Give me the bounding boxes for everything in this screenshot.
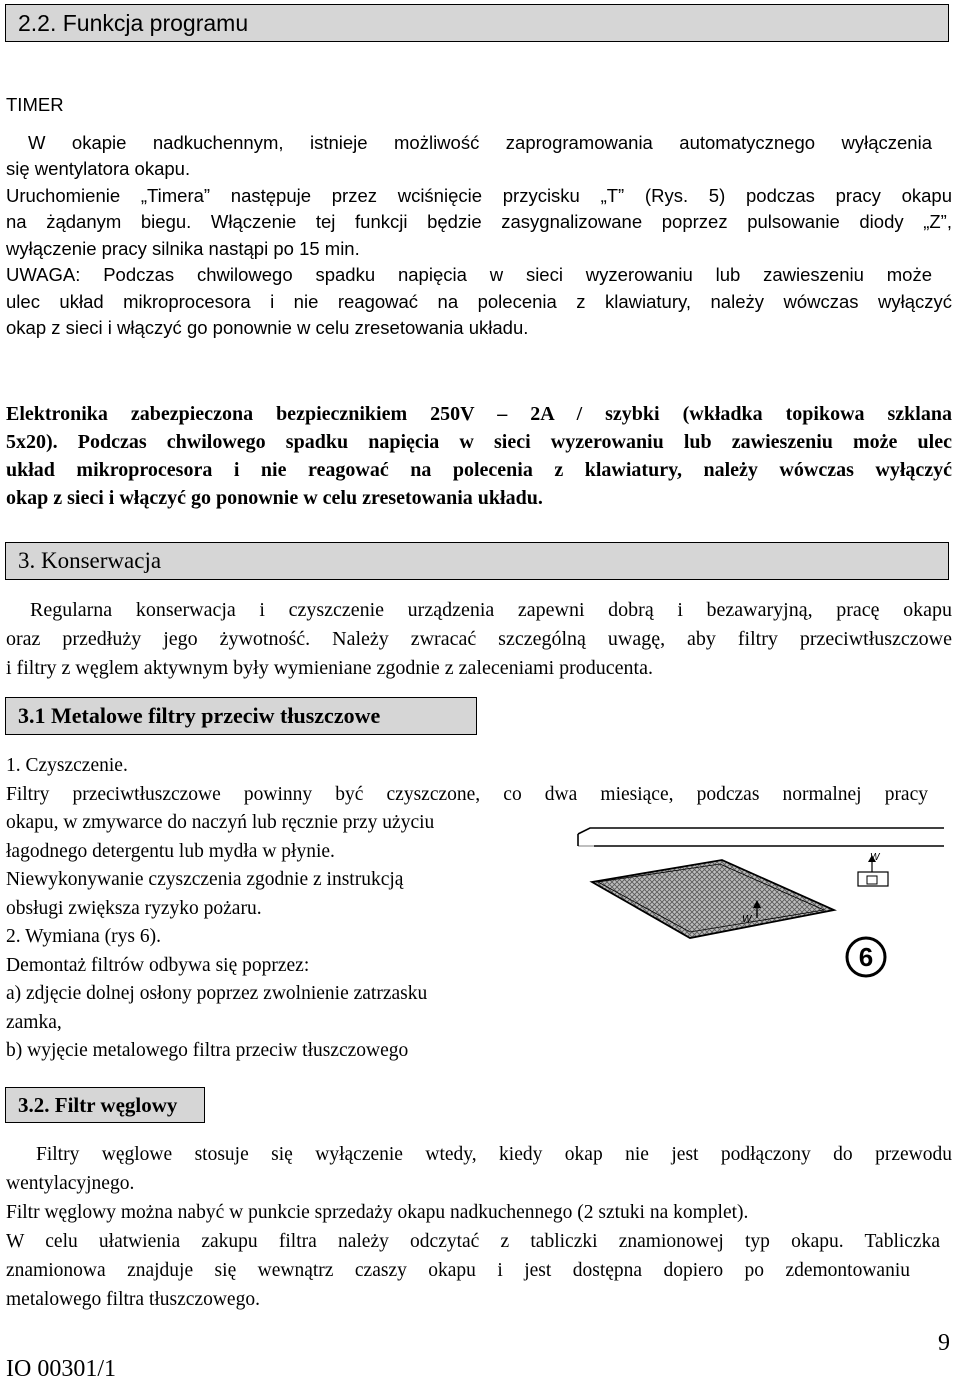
section-header-3 xyxy=(5,542,949,580)
paragraph-line: układ mikroprocesora i nie reagować na polecenia z klawiatury, należy wówczas wyłączyć xyxy=(6,459,952,481)
section-title: 3.1 Metalowe filtry przeciw tłuszczowe xyxy=(18,703,381,728)
paragraph-line: UWAGA: Podczas chwilowego spadku napięcia w sieci wyzerowaniu lub zawieszeniu może xyxy=(6,264,932,285)
paragraph-line: Elektronika zabezpieczona bezpiecznikiem 250V – 2A / szybki (wkładka topikowa szklana xyxy=(6,403,952,425)
paragraph-line: wentylacyjnego. xyxy=(6,1173,135,1194)
paragraph-line: okap z sieci i włączyć go ponownie w celu zresetowania układu. xyxy=(6,487,543,509)
timer-block xyxy=(6,92,952,342)
paragraph-line: Uruchomienie „Timera” następuje przez wciśnięcie przycisku „T” (Rys. 5) podczas pracy okapu xyxy=(6,184,952,206)
paragraph-line: obsługi zwiększa ryzyko pożaru. xyxy=(6,897,262,919)
filter-illustration xyxy=(572,822,952,992)
paragraph-line: i filtry z węglem aktywnym były wymieniane zgodnie z zaleceniami producenta. xyxy=(6,657,653,679)
paragraph-line: Niewykonywanie czyszczenia zgodnie z instrukcją xyxy=(6,869,404,890)
maintenance-block xyxy=(6,596,952,683)
paragraph-line: Filtry węglowe stosuje się wyłączenie wtedy, kiedy okap nie jest podłączony do przewodu xyxy=(36,1144,952,1165)
document-code: IO 00301/1 xyxy=(6,1356,116,1382)
paragraph-line: 5x20). Podczas chwilowego spadku napięcia w sieci wyzerowaniu lub zawieszeniu może ulec xyxy=(6,431,952,453)
figure-number: 6 xyxy=(858,942,874,972)
hood-outline xyxy=(578,828,944,846)
timer-heading: TIMER xyxy=(6,94,64,115)
electronics-block xyxy=(6,400,952,512)
paragraph-line: b) wyjęcie metalowego filtra przeciw tłuszczowego xyxy=(6,1040,409,1061)
paragraph-line: 1. Czyszczenie. xyxy=(6,755,128,776)
section-header-3-1 xyxy=(5,697,477,735)
paragraph-line: Filtry przeciwtłuszczowe powinny być czyszczone, co dwa miesiące, podczas normalnej pracy xyxy=(6,783,928,805)
paragraph-line: Filtr węglowy można nabyć w punkcie sprzedaży okapu nadkuchennego (2 sztuki na komplet). xyxy=(6,1202,749,1223)
paragraph-line: się wentylatora okapu. xyxy=(6,158,191,179)
metal-filter-panel xyxy=(592,860,834,938)
paragraph-line: oraz przedłuży jego żywotność. Należy zwracać szczególną uwagę, aby filtry przeciwtłuszczowe xyxy=(6,628,952,650)
paragraph-line: 2. Wymiana (rys 6). xyxy=(6,926,161,947)
label-w-top: W xyxy=(870,852,880,863)
paragraph-line: W okapie nadkuchennym, istnieje możliwość zaprogramowania automatycznego wyłączenia xyxy=(28,131,932,153)
paragraph-line: Demontaż filtrów odbywa się poprzez: xyxy=(6,954,310,976)
paragraph-line: zamka, xyxy=(6,1011,62,1033)
page-number: 9 xyxy=(938,1330,950,1356)
paragraph-line: łagodnego detergentu lub mydła w płynie. xyxy=(6,840,335,862)
section-title: 3.2. Filtr węglowy xyxy=(18,1092,178,1117)
paragraph-line: metalowego filtra tłuszczowego. xyxy=(6,1289,260,1310)
paragraph-line: ulec układ mikroprocesora i nie reagować na polecenia z klawiatury, należy wówczas wyłączyć xyxy=(6,290,952,312)
section-title: 3. Konserwacja xyxy=(18,548,162,573)
paragraph-line: znamionowa znajduje się wewnątrz czaszy okapu i jest dostępna dopiero po zdemontowaniu xyxy=(6,1260,910,1281)
paragraph-line: okapu, w zmywarce do naczyń lub ręcznie przy użyciu xyxy=(6,812,435,833)
paragraph-line: wyłączenie pracy silnika nastąpi po 15 min. xyxy=(6,237,360,259)
paragraph-line: okap z sieci i włączyć go ponownie w celu zresetowania układu. xyxy=(6,317,529,338)
section-header-3-2 xyxy=(5,1087,205,1123)
paragraph-line: na żądanym biegu. Włączenie tej funkcji będzie zasygnalizowane poprzez pulsowanie diody „Z”, xyxy=(6,211,952,232)
paragraph-line: W celu ułatwienia zakupu filtra należy odczytać z tabliczki znamionowej typ okapu. Tabliczka xyxy=(6,1231,940,1252)
paragraph-line: Regularna konserwacja i czyszczenie urządzenia zapewni dobrą i bezawaryjną, pracę okapu xyxy=(30,599,952,621)
label-w-bottom: W xyxy=(742,914,752,925)
carbon-filter-block xyxy=(6,1140,952,1314)
section-title: 2.2. Funkcja programu xyxy=(18,9,249,36)
paragraph-line: a) zdjęcie dolnej osłony poprzez zwolnienie zatrzasku xyxy=(6,983,428,1004)
section-header-2-2 xyxy=(5,4,949,42)
